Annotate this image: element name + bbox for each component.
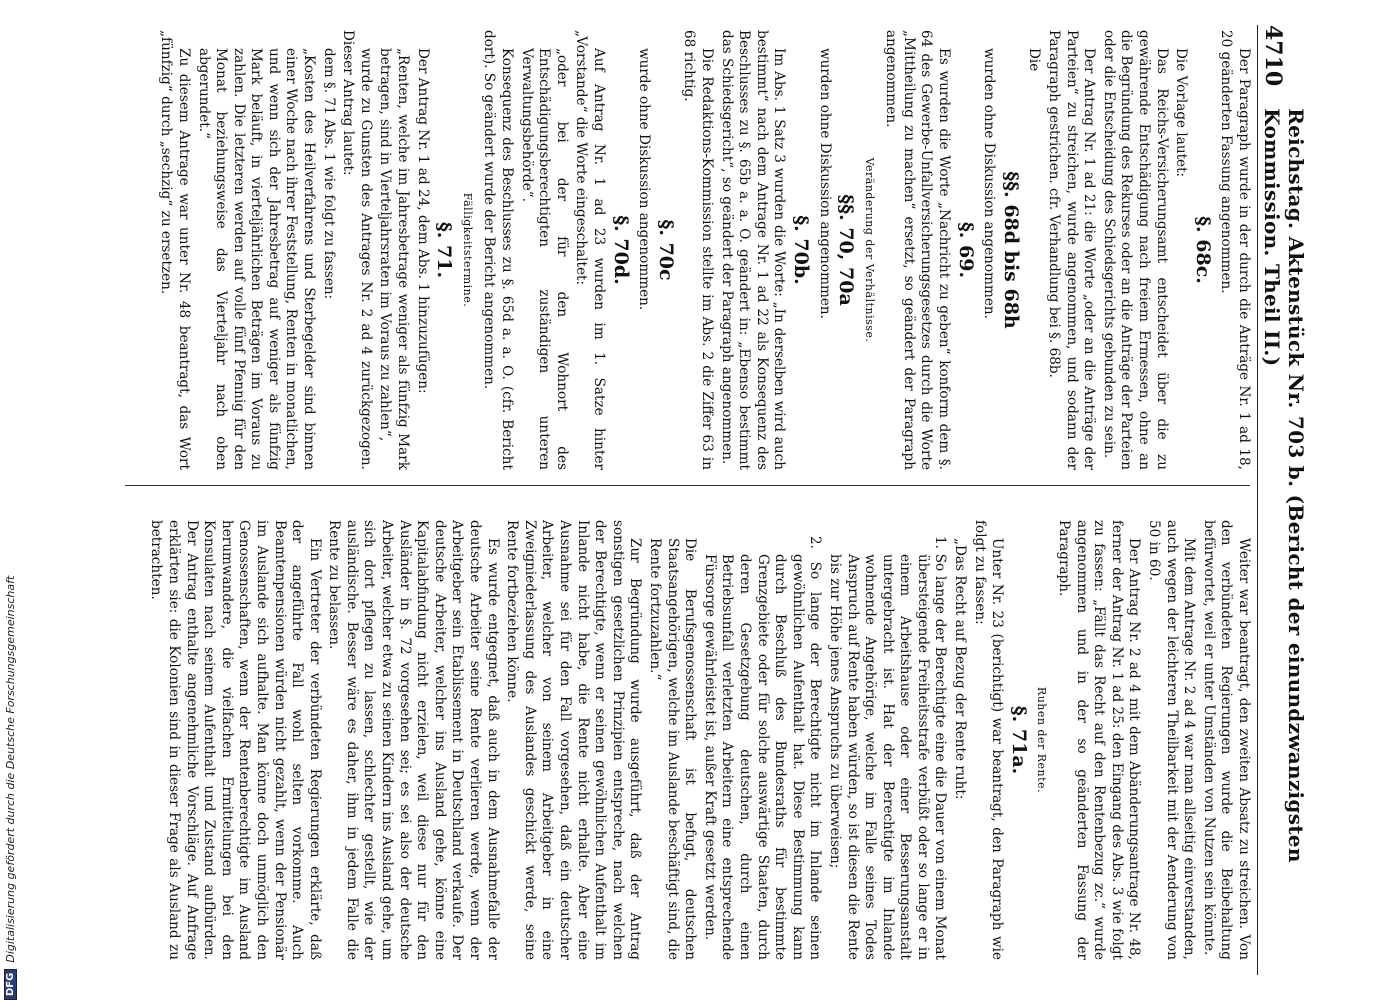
- section-heading: §. 68c.: [1191, 216, 1214, 284]
- paragraph: wurden ohne Diskussion angenommen.: [816, 48, 833, 319]
- paragraph: Der Antrag Nr. 2 ad 4 mit dem Abänderungsantrage Nr. 48, ferner der Antrag Nr. 1 ad 25: den Eingang des Abs. 3 wie folgt zu fassen: „Fällt das Recht auf den Rentenbezug zc.“ wurde angenommen und in der so geänderten Fassung der Paragraph.: [1056, 520, 1143, 960]
- subheading: Veränderung der Verhältnisse.: [862, 157, 876, 343]
- quotation: „Das Recht auf Bezug der Rente ruht:: [952, 538, 969, 800]
- running-title: Reichstag. Aktenstück Nr. 703 b. (Bericht der einundzwanzigsten Kommission. Theil II.): [1260, 108, 1308, 863]
- list-item: 2. So lange der Berechtigte nicht im Inlande seinen gewöhnlichen Aufenthalt hat. Diese Bestimmung kann durch Beschluß des Bundesraths für bestimmte Grenzgebiete oder für solche auswärtige Staaten, durch deren Gesetzgebung deutschen, durch einen Betriebsunfall verletzten Arbeitern eine entsprechende Fürsorge gewährleistet ist, außer Kraft gesetzt werden.: [701, 536, 824, 960]
- page-header: [1257, 25, 1308, 975]
- paragraph: Es wurden die Worte „Nachricht zu geben“ konform dem §. 64 des Gewerbe-Unfallversicherungsgesetzes durch die Worte „Mittheilung zu machen“ ersetzt, so geändert der Paragraph angenommen.: [883, 30, 953, 470]
- paragraph: wurde ohne Diskussion angenommen.: [636, 48, 653, 311]
- paragraph: Zu diesem Antrage war unter Nr. 48 beantragt, das Wort „fünfzig“ durch „sechzig“ zu ersetzen.: [158, 30, 192, 470]
- paragraph: Konsequenz des Beschlusses zu §. 65d a. a. O. (cfr. Bericht dort). So geändert wurde der Bericht angenommen.: [481, 30, 516, 470]
- section-heading: §. 69.: [954, 221, 977, 279]
- funding-credit: Digitalisierung gefördert durch die Deutsche Forschungsgemeinschaft: [4, 575, 17, 963]
- paragraph: Der Antrag Nr. 1 ad 24, dem Abs. 1 hinzuzufügen:: [414, 48, 431, 394]
- section-heading: §. 70c: [654, 219, 677, 281]
- paragraph: Ein Vertreter der verbündeten Regierungen erklärte, daß der angeführte Fall wohl selten vorkomme. Auch Beamtenpensionen würden nicht gezahlt, wenn der Pensionär im Auslande sich aufhalte. Man könne doch unmöglich den Genossenschaften, wenn der Rentenberechtigte im Ausland herumwandere, die vielfachen Ermittelungen bei den Konsulaten nach seinem Aufenthalt und Zustand aufbürden. Der Antrag enthalte angenehmliche Vorschläge. Auf Anfrage erklärten sie: die Kolonien sind in dieser Frage als Ausland zu betrachten.: [148, 520, 323, 960]
- subheading: Fälligkeitstermine.: [460, 192, 474, 308]
- section-heading: §. 70d.: [609, 215, 632, 285]
- paragraph: Die Redaktions-Kommission stellte im Abs. 2 die Ziffer 63 in 68 richtig.: [681, 30, 715, 470]
- quotation: „Renten, welche im Jahresbetrage weniger als fünfzig Mark betragen, sind in Vierteljahrsraten im Voraus zu zahlen“,: [377, 48, 412, 470]
- left-column: [122, 30, 1252, 470]
- paragraph: Mit dem Antrage Nr. 2 ad 4 war man allseitig einverstanden, auch wegen der leichteren Theilbarkeit mit der Aenderung von 50 in 60.: [1146, 520, 1198, 960]
- page-number: 4710: [1260, 25, 1286, 87]
- paragraph: Weiter war beantragt, den zweiten Absatz zu streichen. Von den verbündeten Regierungen wurde die Beibehaltung befürwortet, weil er unter Umständen von Nutzen sein könnte.: [1200, 520, 1252, 960]
- section-heading: §. 70b.: [789, 215, 812, 285]
- quotation: „Kosten des Heilverfahrens und Sterbegelder sind binnen einer Woche nach ihrer Feststellung, Renten in monatlichen, und wenn sich der Jahresbetrag auf weniger als fünfzig Mark beläuft, in vierteljährlichen Beträgen im Voraus zu zahlen. Die letzteren werden auf volle fünf Pfennig für den Monat beziehungsweise das Vierteljahr nach oben abgerundet.“: [195, 48, 318, 470]
- section-heading: §§. 70, 70a: [835, 194, 858, 306]
- rotated-page: [100, 0, 1308, 1000]
- funding-credit-strip: [0, 0, 22, 1000]
- right-column: [122, 520, 1252, 960]
- paragraph: Im Abs. 1 Satz 3 wurden die Worte: „In derselben wird auch bestimmt“ nach dem Antrage Nr. 1 ad 22 als Konsequenz des Beschlusses zu §. 65b a. a. O. geändert in: „Ebenso bestimmt das Schiedsgericht“, so geändert der Paragraph angenommen.: [718, 30, 788, 470]
- paragraph: wurde zu Gunsten des Antrages Nr. 2 ad 4 zurückgezogen. Dieser Antrag lautet:: [340, 30, 374, 470]
- paragraph: Es wurde entgegnet, daß auch in dem Ausnahmefalle der deutsche Arbeiter seine Rente verlieren werde, wenn der Arbeitgeber sein Etablissement in Deutschland verkaufe. Der deutsche Arbeiter, welcher ins Ausland gehe, könne eine Kapitalabfindung nicht erzielen, weil diese nur für den Ausländer in §. 72 vorgesehen sei; es sei also der deutsche Arbeiter, welcher etwa zu seinen Kindern ins Ausland gehe, um sich dort pflegen zu lassen, schlechter gestellt, wie der ausländische. Besser wäre es daher, ihm in jedem Falle die Rente zu belassen.: [326, 520, 501, 960]
- section-heading: §§. 68d bis 68h: [999, 171, 1022, 329]
- column-divider: [125, 485, 1250, 486]
- dfg-logo: DFG: [4, 969, 17, 1000]
- paragraph: dem §. 71 Abs. 1 wie folgt zu fassen:: [320, 48, 337, 300]
- paragraph: Auf Antrag Nr. 1 ad 23 wurden im 1. Satze hinter „Vorstande“ die Worte eingeschaltet:: [573, 30, 607, 470]
- paragraph: Unter Nr. 23 (berichtigt) war beantragt, den Paragraph wie folgt zu fassen:: [971, 520, 1006, 960]
- paragraph: Die Vorlage lautet:: [1173, 48, 1190, 178]
- paragraph: Zur Begründung wurde ausgeführt, daß der Antrag sonstigen gesetzlichen Prinzipien entspreche, nach welchen der Berechtigte, wenn er seinen gewöhnlichen Aufenthalt im Inlande nicht habe, die Rente nicht erhalte. Aber eine Ausnahme sei für den Fall vorgesehen, daß ein deutscher Arbeiter, welcher von seinem Arbeitgeber in eine Zweigniederlassung des Auslandes geschickt werde, seine Rente fortbeziehen könne.: [504, 520, 644, 960]
- paragraph: Das Reichs-Versicherungsamt entscheidet über die zu gewährende Entschädigung nach freiem Ermessen, ohne an die Begründung des Rekurses oder an die Anträge der Parteien oder die Entscheidung des Schiedsgerichts gebunden zu sein.: [1100, 30, 1170, 470]
- paragraph: Der Antrag Nr. 1 ad 21: die Worte „oder an die Anträge der Parteien“ zu streichen, wurde angenommen, und sodann der Paragraph gestrichen. cfr. Verhandlung bei §. 68b.: [1046, 30, 1098, 470]
- paragraph: Der Paragraph wurde in der durch die Anträge Nr. 1 ad 18, 20 geänderten Fassung angenommen.: [1218, 30, 1252, 470]
- list-item: 1. So lange der Berechtigte eine die Dauer von einem Monat übersteigende Freiheitsstrafe verbüßt oder so lange er in einem Arbeitshause oder einer Besserungsanstalt untergebracht ist. Hat der Berechtigte im Inlande wohnende Angehörige, welche im Falle seines Todes Anspruch auf Rente haben würden, so ist diesen die Rente bis zur Höhe jenes Anspruchs zu überweisen;: [826, 536, 949, 960]
- section-heading: §. 71.: [433, 221, 456, 279]
- quotation: „oder bei der für den Wohnort des Entschädigungsberechtigten zuständigen unteren Verwaltungsbehörde“.: [518, 48, 570, 470]
- paragraph: Die: [1026, 48, 1043, 72]
- subheading: Ruhen der Rente.: [1035, 686, 1049, 794]
- quotation: Die Berufsgenossenschaft ist befugt, deutschen Staatsangehörigen, welche im Auslande beschäftigt sind, die Rente fortzuzahlen.“: [647, 538, 699, 960]
- section-heading: §. 71a.: [1007, 705, 1030, 775]
- paragraph: wurden ohne Diskussion angenommen.: [981, 48, 998, 319]
